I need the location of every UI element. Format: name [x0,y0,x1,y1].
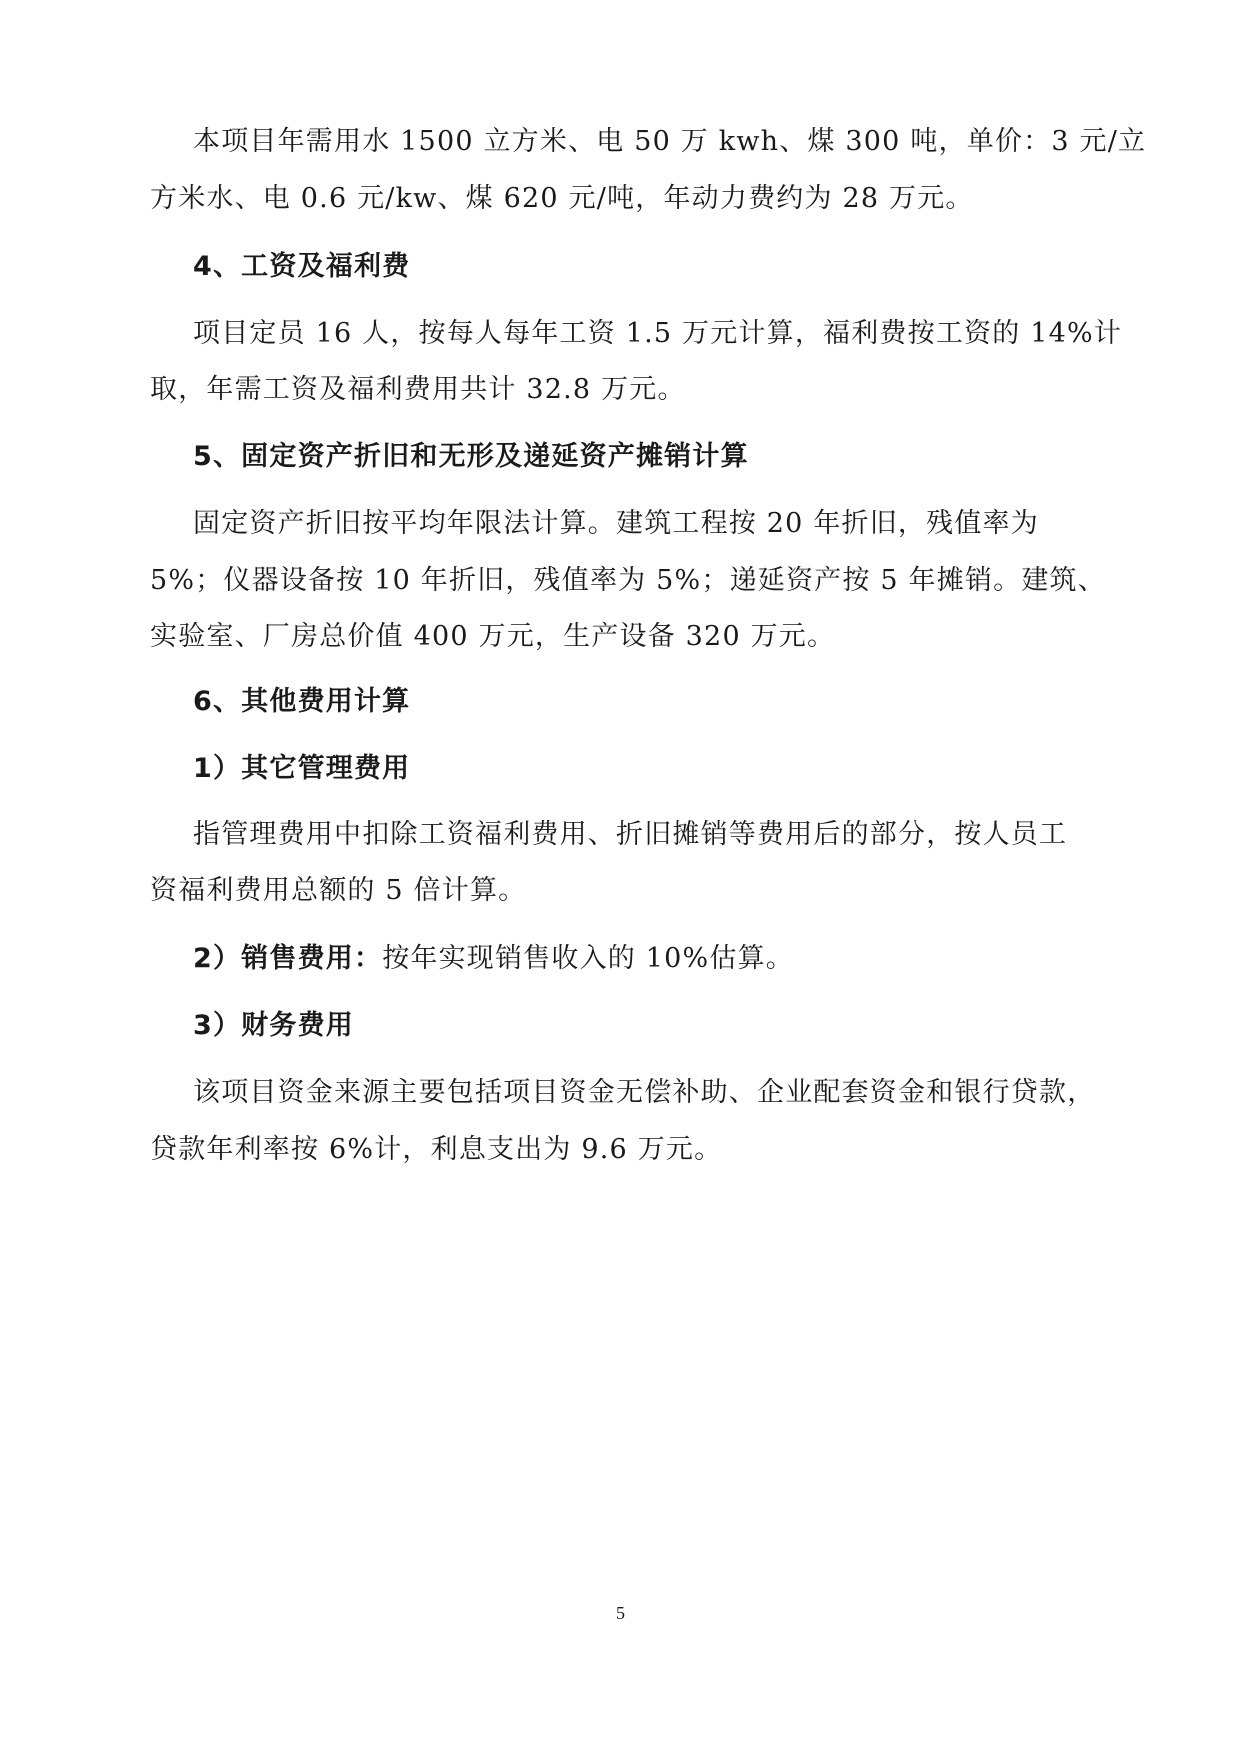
subsection-3-heading: 3）财务费用 [193,1010,354,1041]
section-6-heading: 6、其他费用计算 [193,686,411,717]
management-line-2: 资福利费用总额的 5 倍计算。 [150,875,527,906]
finance-line-1: 该项目资金来源主要包括项目资金无偿补助、企业配套资金和银行贷款， [193,1077,1096,1108]
energy-line-1: 本项目年需用水 1500 立方米、电 50 万 kwh、煤 300 吨，单价：3 元/立 [193,126,1147,157]
energy-line-2: 方米水、电 0.6 元/kw、煤 620 元/吨，年动力费约为 28 万元。 [150,183,974,214]
depreciation-line-1: 固定资产折旧按平均年限法计算。建筑工程按 20 年折旧，残值率为 [193,508,1039,539]
depreciation-line-3: 实验室、厂房总价值 400 万元，生产设备 320 万元。 [150,621,836,652]
sales-expense-text: 按年实现销售收入的 10%估算。 [382,943,794,974]
subsection-1-heading: 1）其它管理费用 [193,753,411,784]
sales-expense-line [193,942,794,976]
finance-line-2: 贷款年利率按 6%计，利息支出为 9.6 万元。 [150,1134,723,1165]
depreciation-line-2: 5%；仪器设备按 10 年折旧，残值率为 5%；递延资产按 5 年摊销。建筑、 [150,565,1106,596]
sales-expense-label: 2）销售费用： [193,943,383,974]
section-4-heading: 4、工资及福利费 [193,251,411,282]
wages-line-2: 取，年需工资及福利费用共计 32.8 万元。 [150,374,686,405]
section-5-heading: 5、固定资产折旧和无形及递延资产摊销计算 [193,441,749,472]
wages-line-1: 项目定员 16 人，按每人每年工资 1.5 万元计算，福利费按工资的 14%计 [193,318,1123,349]
page-number: 5 [616,1603,625,1623]
management-line-1: 指管理费用中扣除工资福利费用、折旧摊销等费用后的部分，按人员工 [193,819,1068,850]
